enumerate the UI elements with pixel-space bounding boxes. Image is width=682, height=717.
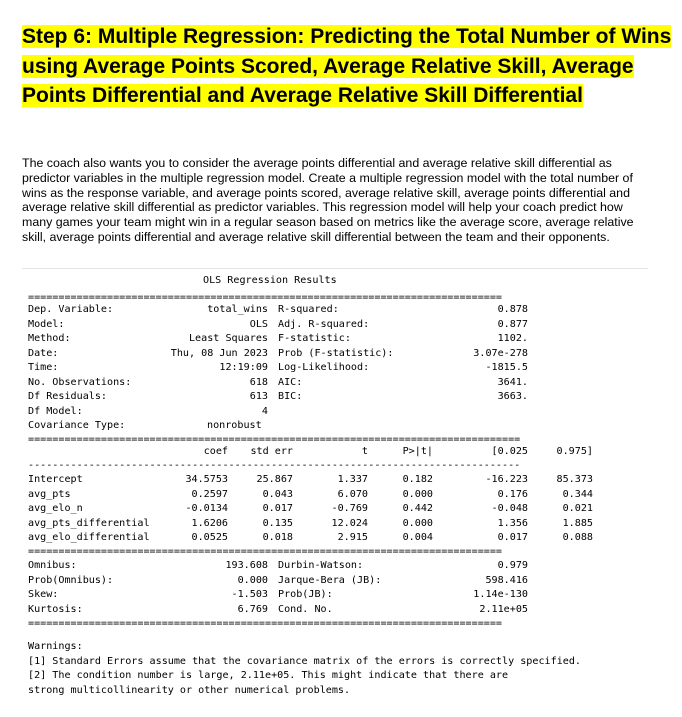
diagnostic-stat-label: Prob(JB):	[278, 589, 333, 600]
coef-p: 0.442	[402, 503, 433, 514]
coef-p: 0.000	[402, 517, 433, 529]
coef-stderr: 0.017	[262, 503, 293, 514]
col-t-header: t	[361, 446, 368, 457]
rule-double: ==============================================================================	[28, 292, 503, 303]
diagnostic-stat-value: 2.11e+05	[479, 603, 528, 615]
summary-value: total_wins	[207, 304, 268, 315]
coef-stderr: 0.018	[262, 532, 293, 543]
coef-value: 1.6206	[191, 517, 228, 529]
coef-stderr: 0.135	[262, 517, 293, 529]
summary-label: No. Observations:	[28, 376, 132, 388]
summary-value: nonrobust	[207, 420, 262, 431]
coef-p: 0.004	[402, 532, 433, 543]
coef-p: 0.000	[402, 488, 433, 500]
col-ci-high-header: 0.975]	[556, 446, 593, 457]
ols-title: OLS Regression Results	[203, 275, 337, 286]
summary-row	[28, 332, 628, 347]
summary-stat-value: 1102.	[497, 333, 528, 344]
summary-stat-label: Log-Likelihood:	[278, 362, 370, 373]
coef-value: 34.5753	[185, 474, 228, 485]
coef-p: 0.182	[402, 474, 433, 485]
coef-value: 0.0525	[191, 532, 228, 543]
coef-header-row	[28, 445, 628, 460]
summary-row	[28, 376, 628, 391]
summary-value: 618	[249, 376, 268, 388]
col-coef-header: coef	[203, 446, 228, 457]
summary-stat-label: AIC:	[278, 376, 303, 388]
diagnostic-label: Prob(Omnibus):	[28, 574, 114, 586]
summary-row	[28, 390, 628, 405]
summary-row	[28, 419, 628, 434]
rule-double: ==============================================================================	[28, 546, 503, 557]
diagnostic-stat-label: Durbin-Watson:	[278, 560, 364, 571]
summary-label: Dep. Variable:	[28, 304, 114, 315]
ols-regression-output	[28, 274, 628, 704]
coef-ci-high: 1.885	[562, 517, 593, 529]
warning-line: [2] The condition number is large, 2.11e+05. This might indicate that there are	[28, 670, 509, 681]
coef-t: -0.769	[331, 503, 368, 514]
section-heading	[22, 22, 672, 111]
warnings-title: Warnings:	[28, 641, 83, 652]
coef-name: avg_pts	[28, 488, 71, 500]
coef-stderr: 25.867	[256, 474, 293, 485]
summary-row	[28, 405, 628, 420]
coef-ci-high: 0.021	[562, 503, 593, 514]
heading-text: Step 6: Multiple Regression: Predicting the Total Number of Wins using Average Points Scored, Average Relative Skill, Average Points Differential and Average Relative Skill Differential	[22, 25, 672, 107]
summary-label: Df Model:	[28, 405, 83, 417]
diagnostic-stat-value: 0.979	[497, 560, 528, 571]
diagnostic-value: -1.503	[231, 589, 268, 600]
coef-value: 0.2597	[191, 488, 228, 500]
summary-row	[28, 318, 628, 333]
diagnostic-row	[28, 603, 628, 618]
diagnostic-stat-label: Cond. No.	[278, 603, 333, 615]
summary-stat-value: -1815.5	[485, 362, 528, 373]
summary-label: Model:	[28, 318, 65, 330]
coef-name: Intercept	[28, 474, 83, 485]
summary-label: Df Residuals:	[28, 391, 108, 402]
diagnostic-label: Kurtosis:	[28, 603, 83, 615]
summary-stat-value: 3663.	[497, 391, 528, 402]
coef-ci-low: 0.017	[497, 532, 528, 543]
rule-single: ---------------------------------------------------------------------------------	[28, 460, 521, 471]
rule-double: =================================================================================	[28, 434, 521, 445]
coef-ci-high: 0.088	[562, 532, 593, 543]
summary-row	[28, 361, 628, 376]
coef-row	[28, 488, 628, 503]
diagnostic-row	[28, 588, 628, 603]
col-stderr-header: std err	[250, 446, 293, 457]
summary-stat-label: F-statistic:	[278, 333, 351, 344]
coef-row	[28, 502, 628, 517]
rule-double: ==============================================================================	[28, 618, 503, 629]
summary-value: OLS	[249, 318, 268, 330]
coef-name: avg_pts_differential	[28, 517, 150, 529]
summary-label: Covariance Type:	[28, 420, 126, 431]
coef-ci-high: 85.373	[556, 474, 593, 485]
coef-value: -0.0134	[185, 503, 228, 514]
coef-row	[28, 531, 628, 546]
coef-t: 1.337	[337, 474, 368, 485]
coef-ci-low: 1.356	[497, 517, 528, 529]
diagnostic-row	[28, 574, 628, 589]
coef-t: 6.070	[337, 488, 368, 500]
col-p-header: P>|t|	[402, 446, 433, 457]
diagnostic-value: 6.769	[237, 603, 268, 615]
coef-name: avg_elo_differential	[28, 532, 150, 543]
summary-stat-value: 0.877	[497, 318, 528, 330]
diagnostic-stat-value: 598.416	[485, 574, 528, 586]
intro-paragraph: The coach also wants you to consider the average points differential and average relative skill differential as predictor variables in the multiple regression model. Create a multiple regression model with the total number of wins as the response variable, and average points scored, average relative skill, average points differential and average relative skill differential as predictor variables. This regression model will help your coach predict how many games your team might win in a regular season based on metrics like the average score, average relative skill, average points differential and average relative skill differential between the team and their opponents.	[22, 156, 634, 244]
coef-row	[28, 517, 628, 532]
coef-t: 2.915	[337, 532, 368, 543]
summary-stat-value: 3.07e-278	[473, 347, 528, 359]
col-ci-low-header: [0.025	[491, 446, 528, 457]
diagnostic-value: 193.608	[225, 560, 268, 571]
coef-ci-low: 0.176	[497, 488, 528, 500]
coef-ci-low: -0.048	[491, 503, 528, 514]
summary-stat-label: Adj. R-squared:	[278, 318, 370, 330]
diagnostic-stat-label: Jarque-Bera (JB):	[278, 574, 382, 586]
summary-value: Least Squares	[188, 333, 268, 344]
summary-row	[28, 347, 628, 362]
coef-ci-high: 0.344	[562, 488, 593, 500]
coef-row	[28, 473, 628, 488]
coef-t: 12.024	[331, 517, 368, 529]
summary-label: Time:	[28, 362, 59, 373]
diagnostic-row	[28, 559, 628, 574]
summary-row	[28, 303, 628, 318]
diagnostic-stat-value: 1.14e-130	[473, 589, 528, 600]
summary-value: 613	[249, 391, 268, 402]
summary-label: Date:	[28, 347, 59, 359]
summary-value: 4	[261, 405, 268, 417]
diagnostic-value: 0.000	[237, 574, 268, 586]
summary-stat-value: 3641.	[497, 376, 528, 388]
summary-stat-label: BIC:	[278, 391, 303, 402]
diagnostic-label: Omnibus:	[28, 560, 77, 571]
output-divider	[22, 268, 648, 269]
summary-stat-label: Prob (F-statistic):	[278, 347, 394, 359]
ols-title-row	[28, 274, 628, 289]
coef-stderr: 0.043	[262, 488, 293, 500]
summary-value: 12:19:09	[219, 362, 268, 373]
coef-name: avg_elo_n	[28, 503, 83, 514]
summary-label: Method:	[28, 333, 71, 344]
warning-line: [1] Standard Errors assume that the covariance matrix of the errors is correctly specified.	[28, 655, 582, 667]
warning-line: strong multicollinearity or other numerical problems.	[28, 684, 351, 696]
coef-ci-low: -16.223	[485, 474, 528, 485]
summary-stat-label: R-squared:	[278, 304, 339, 315]
summary-value: Thu, 08 Jun 2023	[170, 347, 268, 359]
summary-stat-value: 0.878	[497, 304, 528, 315]
diagnostic-label: Skew:	[28, 589, 59, 600]
